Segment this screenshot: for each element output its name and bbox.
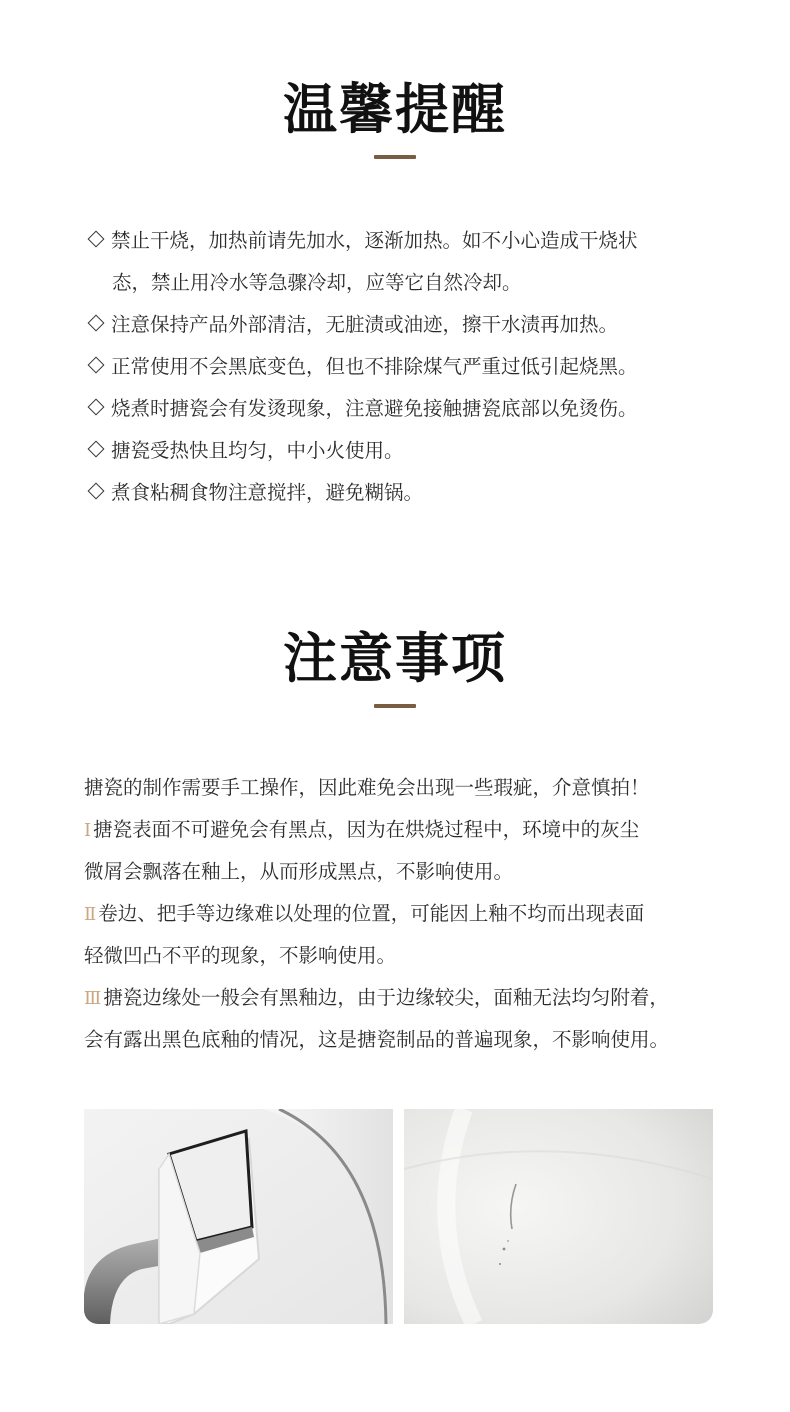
reminder-item-text: 煮食粘稠食物注意搅拌，避免糊锅。 xyxy=(111,481,424,504)
enamel-handle-illustration xyxy=(84,1109,393,1324)
notice-title: 注意事项 xyxy=(283,627,507,690)
reminder-item-continuation xyxy=(86,262,726,304)
reminder-title: 温馨提醒 xyxy=(283,78,507,141)
reminder-item xyxy=(86,472,726,514)
notice-item-text: 搪瓷表面不可避免会有黑点，因为在烘烧过程中，环境中的灰尘 xyxy=(93,818,640,841)
roman-numeral: Ⅱ xyxy=(84,904,97,925)
notice-item-continuation: 会有露出黑色底釉的情况，这是搪瓷制品的普遍现象，不影响使用。 xyxy=(84,1028,670,1051)
notice-item-text: 搪瓷边缘处一般会有黑釉边，由于边缘较尖，面釉无法均匀附着， xyxy=(103,986,669,1009)
notice-item xyxy=(84,977,734,1019)
reminder-item-text: 态，禁止用冷水等急骤冷却，应等它自然冷却。 xyxy=(112,271,522,294)
reminder-item xyxy=(86,430,726,472)
reminder-item-text: 禁止干烧，加热前请先加水，逐渐加热。如不小心造成干烧状 xyxy=(111,229,638,252)
diamond-bullet-icon xyxy=(88,483,105,500)
notice-intro: 搪瓷的制作需要手工操作，因此难免会出现一些瑕疵，介意慎拍！ xyxy=(84,776,650,799)
reminder-item xyxy=(86,346,726,388)
diamond-bullet-icon xyxy=(88,399,105,416)
reminder-item-text: 搪瓷受热快且均匀，中小火使用。 xyxy=(111,439,404,462)
enamel-surface-illustration xyxy=(404,1109,713,1324)
diamond-bullet-icon xyxy=(88,357,105,374)
notice-list xyxy=(84,767,734,1061)
reminder-item-text: 烧煮时搪瓷会有发烫现象，注意避免接触搪瓷底部以免烫伤。 xyxy=(111,397,638,420)
notice-item-continuation: 轻微凹凸不平的现象，不影响使用。 xyxy=(84,944,397,967)
reminder-list xyxy=(86,220,726,514)
notice-item xyxy=(84,893,734,935)
reminder-item-text: 正常使用不会黑底变色，但也不排除煤气严重过低引起烧黑。 xyxy=(111,355,638,378)
enamel-handle-photo xyxy=(84,1109,393,1324)
diamond-bullet-icon xyxy=(88,441,105,458)
roman-numeral: Ⅲ xyxy=(84,988,102,1009)
roman-numeral: Ⅰ xyxy=(84,820,92,841)
reminder-item xyxy=(86,220,726,262)
reminder-title-underline xyxy=(374,155,416,159)
reminder-item xyxy=(86,388,726,430)
diamond-bullet-icon xyxy=(88,315,105,332)
notice-title-underline xyxy=(374,704,416,708)
reminder-item xyxy=(86,304,726,346)
notice-item-continuation: 微屑会飘落在釉上，从而形成黑点，不影响使用。 xyxy=(84,860,514,883)
enamel-surface-photo xyxy=(404,1109,713,1324)
diamond-bullet-icon xyxy=(88,231,105,248)
reminder-item-text: 注意保持产品外部清洁，无脏渍或油迹，擦干水渍再加热。 xyxy=(111,313,619,336)
notice-item-text: 卷边、把手等边缘难以处理的位置，可能因上釉不均而出现表面 xyxy=(98,902,645,925)
notice-item xyxy=(84,809,734,851)
